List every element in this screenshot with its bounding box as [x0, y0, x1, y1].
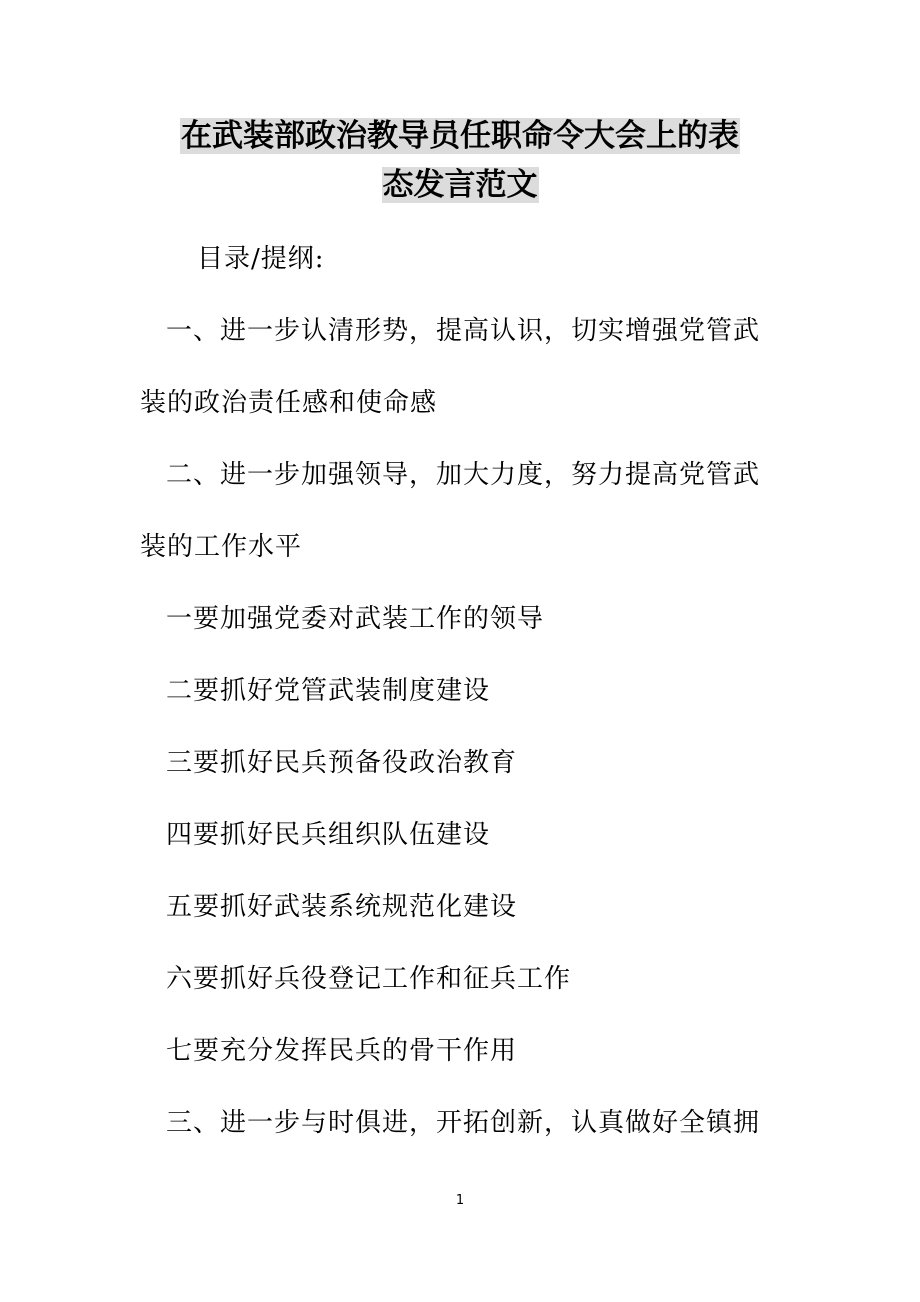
toc-section-1-line-2: 装的政治责任感和使命感: [140, 388, 438, 418]
page-number: 1: [455, 1193, 465, 1208]
toc-label: 目录/提纲:: [197, 244, 325, 274]
toc-item-4: 四要抓好民兵组织队伍建设: [166, 820, 491, 850]
toc-section-1-line-1: 一、进一步认清形势，提高认识，切实增强党管武: [166, 316, 761, 346]
toc-item-7: 七要充分发挥民兵的骨干作用: [166, 1036, 518, 1066]
toc-item-5: 五要抓好武装系统规范化建设: [166, 892, 518, 922]
toc-item-1: 一要加强党委对武装工作的领导: [166, 604, 545, 634]
toc-item-6: 六要抓好兵役登记工作和征兵工作: [166, 964, 572, 994]
toc-section-2-line-1: 二、进一步加强领导，加大力度，努力提高党管武: [166, 460, 761, 490]
document-title-line-1: 在武装部政治教导员任职命令大会上的表: [181, 118, 739, 154]
toc-section-2-line-2: 装的工作水平: [140, 532, 303, 562]
toc-section-3-line-1: 三、进一步与时俱进，开拓创新，认真做好全镇拥: [166, 1108, 761, 1138]
toc-item-3: 三要抓好民兵预备役政治教育: [166, 748, 518, 778]
toc-item-2: 二要抓好党管武装制度建设: [166, 676, 491, 706]
document-title-line-2: 态发言范文: [382, 167, 538, 203]
